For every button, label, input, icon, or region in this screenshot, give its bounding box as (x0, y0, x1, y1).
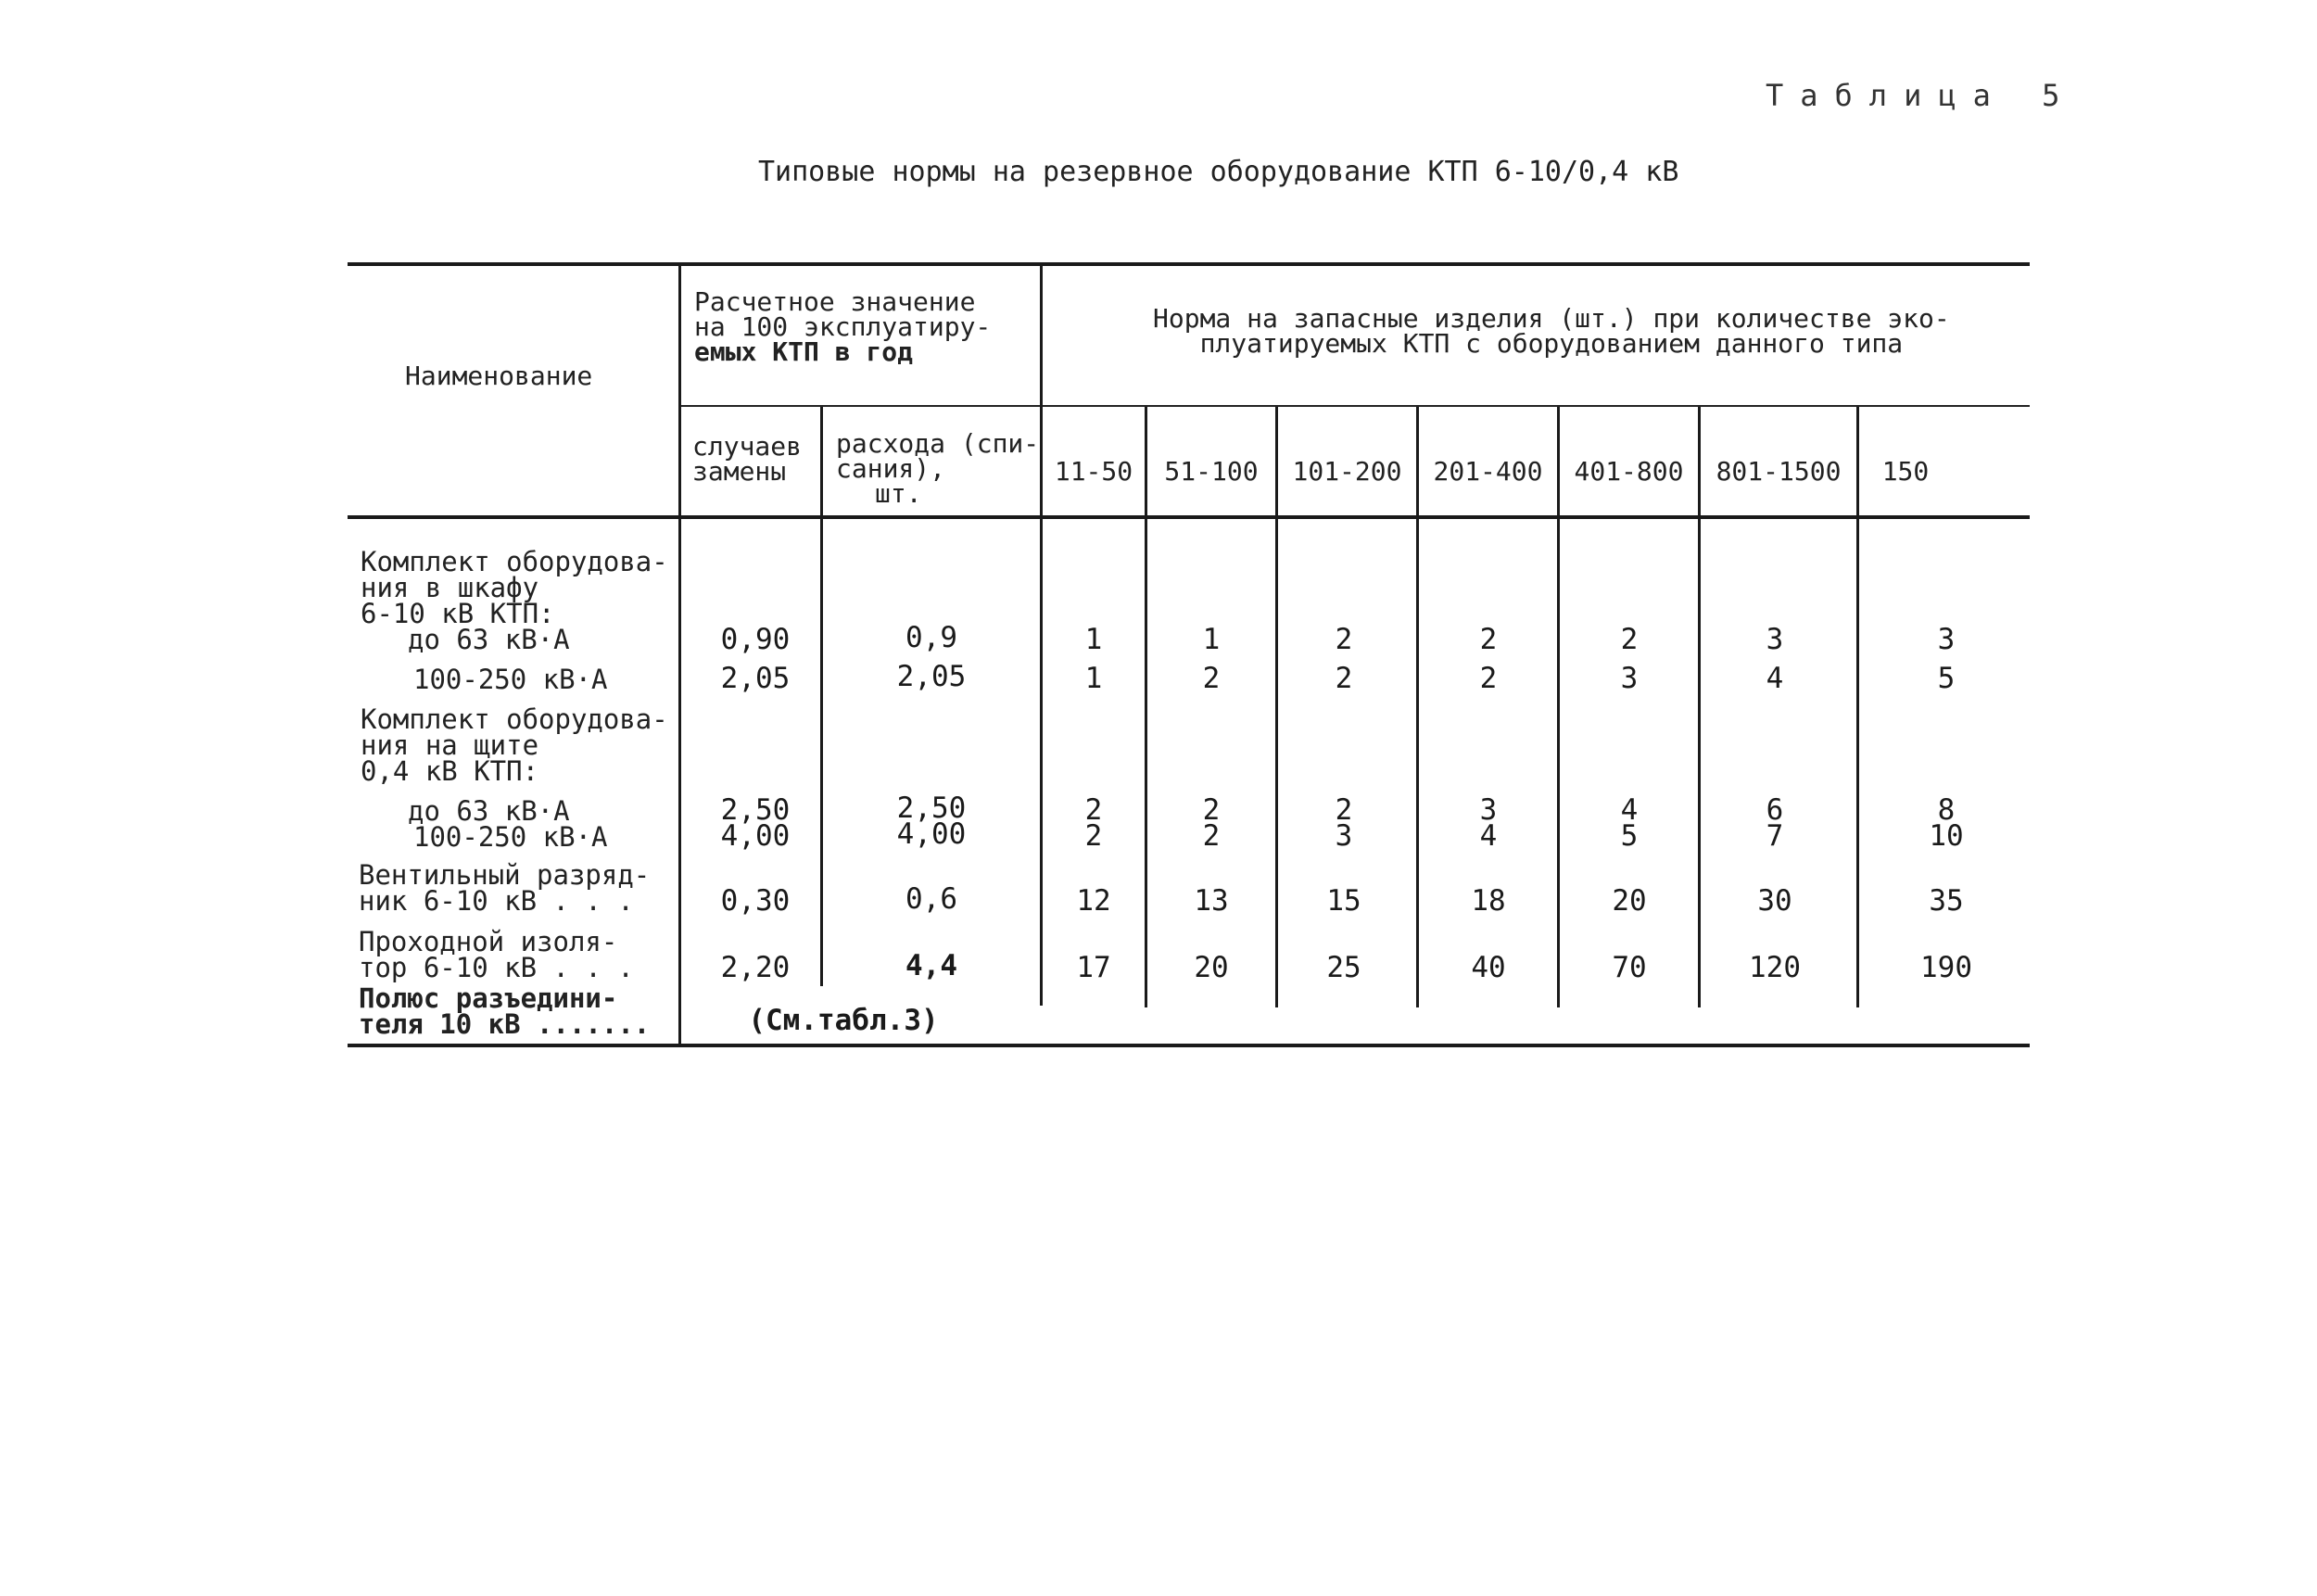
row-name-shield-63: до 63 кВ·А (408, 795, 570, 827)
norm-cell: 17 (1076, 951, 1111, 984)
row-name-arrester: Вентильный разряд- ник 6-10 кВ . . . (359, 859, 651, 917)
row-group-shield-title: Комплект оборудова- ния на щите 0,4 кВ КТП: (361, 703, 668, 787)
norm-cell: 20 (1612, 884, 1647, 918)
norm-cell: 5 (1937, 662, 1956, 695)
header-norm-group: Норма на запасные изделия (шт.) при количестве эко- плуатируемых КТП с оборудованием данного типа (1153, 303, 1950, 359)
header-range-51-100: 51-100 (1164, 456, 1259, 487)
norm-cell: 15 (1326, 884, 1361, 918)
header-range-101-200: 101-200 (1292, 456, 1402, 487)
col-divider-name (678, 264, 681, 1045)
norm-cell: 2 (1202, 793, 1221, 827)
col-divider-r2 (1275, 407, 1278, 1007)
norm-cell: 2 (1335, 662, 1353, 695)
header-range-150: 150 (1881, 456, 1930, 487)
header-range-201-400: 201-400 (1433, 456, 1543, 487)
cell-consumption: 2,05 (896, 660, 967, 693)
header-range-11-50: 11-50 (1054, 456, 1133, 487)
norm-cell: 4 (1766, 662, 1784, 695)
norm-cell: 2 (1620, 623, 1639, 656)
norm-cell: 70 (1612, 951, 1647, 984)
norm-cell: 7 (1766, 819, 1784, 853)
norm-cell: 2 (1479, 623, 1498, 656)
cell-cases: 0,30 (720, 884, 791, 918)
header-range-801-1500: 801-1500 (1716, 456, 1842, 487)
norm-cell: 13 (1194, 884, 1229, 918)
header-mid-rule (681, 405, 2030, 407)
norm-cell: 3 (1479, 793, 1498, 827)
norm-cell: 2 (1084, 793, 1103, 827)
norm-cell: 8 (1937, 793, 1956, 827)
norm-cell: 2 (1202, 662, 1221, 695)
cell-consumption: 2,50 (896, 792, 967, 825)
norm-cell: 2 (1084, 819, 1103, 853)
cell-see-table-3: (См.табл.3) (748, 1004, 939, 1037)
norm-cell: 2 (1335, 793, 1353, 827)
cell-cases: 2,50 (720, 793, 791, 827)
header-cases: случаев замены (692, 431, 803, 487)
row-name-cabinet-100-250: 100-250 кВ·А (413, 664, 608, 695)
col-divider-r5 (1698, 407, 1701, 1007)
norm-cell: 3 (1937, 623, 1956, 656)
norm-cell: 18 (1471, 884, 1506, 918)
norm-cell: 12 (1076, 884, 1111, 918)
col-divider-r1 (1145, 407, 1147, 1007)
col-divider-r4 (1557, 407, 1560, 1007)
norm-cell: 35 (1929, 884, 1964, 918)
norm-cell: 2 (1479, 662, 1498, 695)
norm-cell: 3 (1766, 623, 1784, 656)
table-title: Типовые нормы на резервное оборудование КТП 6-10/0,4 кВ (758, 156, 1679, 188)
header-range-401-800: 401-800 (1574, 456, 1684, 487)
row-name-shield-100-250: 100-250 кВ·А (413, 821, 608, 853)
cell-consumption: 4,4 (905, 949, 957, 982)
header-bottom-rule (348, 515, 2030, 519)
header-calc-group: Расчетное значение на 100 эксплуатиру- емых КТП в год (694, 286, 992, 367)
row-group-cabinet-title: Комплект оборудова- ния в шкафу 6-10 кВ КТП: (361, 546, 668, 629)
norm-cell: 25 (1326, 951, 1361, 984)
norm-cell: 30 (1757, 884, 1792, 918)
table-top-rule (348, 262, 2030, 266)
norm-cell: 4 (1620, 793, 1639, 827)
col-divider-r6 (1856, 407, 1859, 1007)
cell-consumption: 0,6 (905, 882, 957, 916)
row-name-disconnector: Полюс разъедини- теля 10 кВ ....... (359, 982, 651, 1040)
norm-cell: 1 (1084, 623, 1103, 656)
cell-cases: 2,20 (720, 951, 791, 984)
norm-cell: 4 (1479, 819, 1498, 853)
norm-cell: 190 (1920, 951, 1972, 984)
cell-consumption: 4,00 (896, 817, 967, 851)
norm-cell: 2 (1335, 623, 1353, 656)
table-number-label: Таблица 5 (1766, 78, 2077, 113)
norm-cell: 20 (1194, 951, 1229, 984)
cell-cases: 0,90 (720, 623, 791, 656)
header-consumption: расхода (спи- сания), шт. (836, 428, 1040, 509)
cell-cases: 4,00 (720, 819, 791, 853)
norm-cell: 120 (1749, 951, 1801, 984)
norm-cell: 10 (1929, 819, 1964, 853)
norm-cell: 3 (1620, 662, 1639, 695)
table-bottom-rule (348, 1044, 2030, 1047)
row-name-cabinet-63: до 63 кВ·А (408, 624, 570, 655)
norm-cell: 1 (1084, 662, 1103, 695)
col-divider-calc (1040, 264, 1043, 1006)
norm-cell: 5 (1620, 819, 1639, 853)
cell-consumption: 0,9 (905, 621, 957, 654)
norm-cell: 40 (1471, 951, 1506, 984)
norm-cell: 2 (1202, 819, 1221, 853)
norm-cell: 3 (1335, 819, 1353, 853)
col-divider-cases (820, 407, 823, 986)
row-name-insulator: Проходной изоля- тор 6-10 кВ . . . (359, 926, 634, 983)
cell-cases: 2,05 (720, 662, 791, 695)
norm-cell: 6 (1766, 793, 1784, 827)
col-divider-r3 (1416, 407, 1419, 1007)
norm-cell: 1 (1202, 623, 1221, 656)
header-name: Наименование (405, 361, 593, 391)
